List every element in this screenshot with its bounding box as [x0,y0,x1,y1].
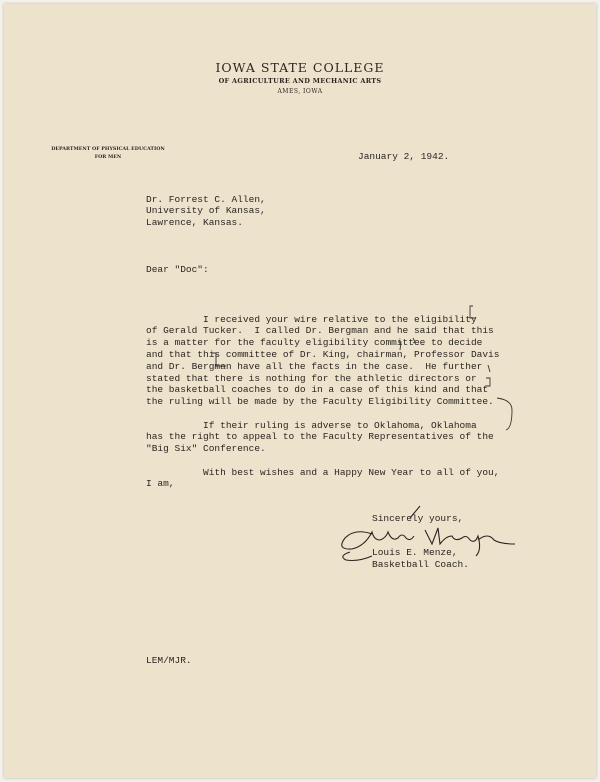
letterhead-location: AMES, IOWA [277,88,323,95]
letter-date: January 2, 1942. [358,151,450,162]
bracket-mark [485,378,490,386]
body-line: "Big Six" Conference. [146,443,266,455]
bracket-mark [398,342,401,350]
signer-name: Louis E. Menze, [372,547,458,558]
body-line: the ruling will be made by the Faculty Eligibility Committee. [146,396,494,408]
letterhead-institution: IOWA STATE COLLEGE [215,60,385,75]
body-line: and that this committee of Dr. King, chairman, Professor Davis [146,348,500,360]
body-line: With best wishes and a Happy New Year to all of you, [146,466,500,478]
closing: Sincerely yours, [372,513,464,524]
department-line-1: DEPARTMENT OF PHYSICAL EDUCATION [51,146,165,152]
body-line: the basketball coaches to do in a case of this kind and that [146,384,489,396]
handwritten-signature [342,506,515,561]
salutation: Dear "Doc": [146,264,209,275]
bracket-mark [470,306,476,318]
reference-initials: LEM/MJR. [146,655,192,666]
department-line-2: FOR MEN [94,154,122,160]
body-line: If their ruling is adverse to Oklahoma, Oklahoma [146,419,477,431]
bracket-mark [413,338,415,343]
recipient-line: Dr. Forrest C. Allen, [146,193,266,205]
recipient-line: University of Kansas, [146,205,266,217]
body-line: is a matter for the faculty eligibility committee to decide [146,337,483,349]
recipient-line: Lawrence, Kansas. [146,217,243,229]
body-line: I received your wire relative to the eligibility [146,313,477,325]
signer-title: Basketball Coach. [372,559,469,570]
body-line: has the right to appeal to the Faculty Representatives of the [146,431,494,443]
letterhead-subtitle: OF AGRICULTURE AND MECHANIC ARTS [218,77,382,85]
body-line: and Dr. Bergman have all the facts in the case. He further [146,360,483,372]
body-line: I am, [146,478,175,490]
bracket-mark [212,353,226,366]
bracket-mark [497,398,512,430]
body-line: stated that there is nothing for the athletic directors or [146,372,477,384]
body-line: of Gerald Tucker. I called Dr. Bergman and he said that this [146,325,494,337]
bracket-mark [488,365,490,372]
